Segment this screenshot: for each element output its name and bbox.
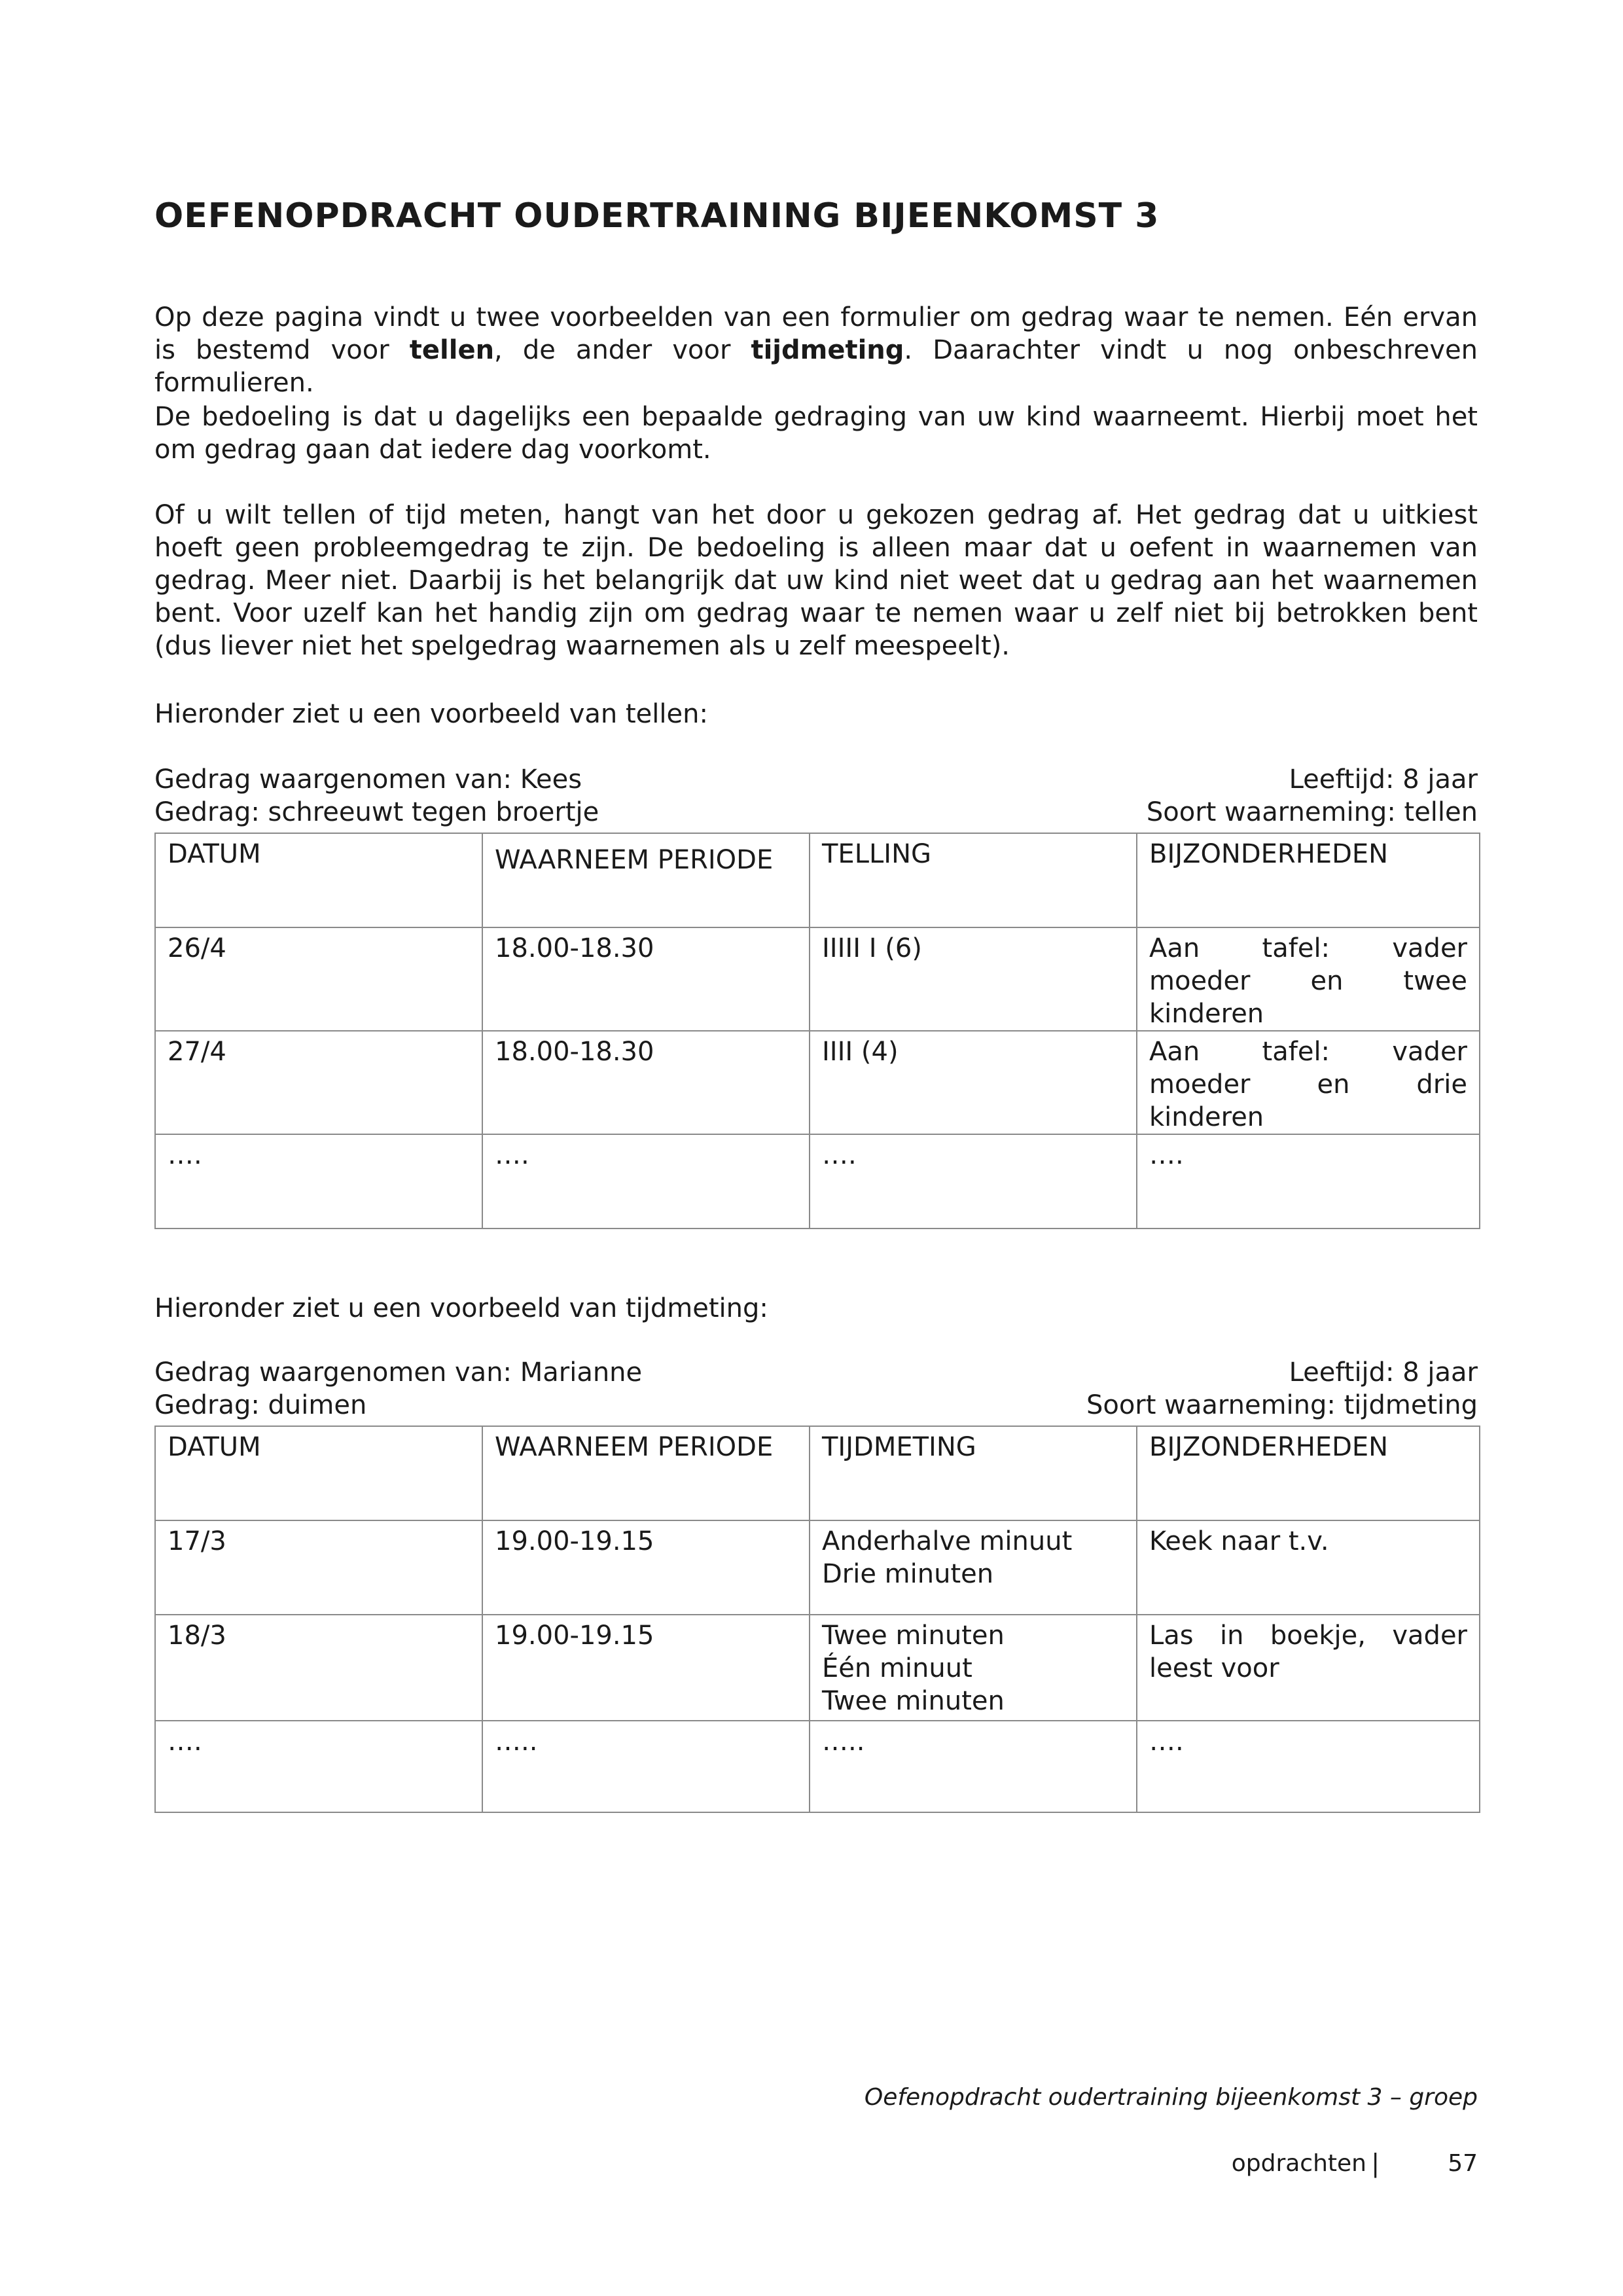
timing-table xyxy=(154,1426,1480,1813)
behavior-label: Gedrag: duimen xyxy=(154,1390,367,1420)
age-label: Leeftijd: 8 jaar xyxy=(1289,1357,1478,1388)
footer-running-title: Oefenopdracht oudertraining bijeenkomst 3 – groep xyxy=(864,2084,1478,2111)
intro-p1-text-b: , de ander voor xyxy=(494,335,751,365)
table-cell: …. xyxy=(155,1721,482,1812)
header-cell-period xyxy=(482,833,810,927)
table-cell: Keek naar t.v. xyxy=(1137,1520,1480,1615)
header-cell-count: TELLING xyxy=(810,833,1137,927)
counting-table xyxy=(154,833,1480,1229)
behavior-label: Gedrag: schreeuwt tegen broertje xyxy=(154,797,599,827)
table-cell: Aan tafel: vader moeder en twee kinderen xyxy=(1137,927,1480,1031)
page-title: OEFENOPDRACHT OUDERTRAINING BIJEENKOMST 3 xyxy=(154,196,1160,236)
table-cell: …. xyxy=(155,1134,482,1229)
table-cell: 17/3 xyxy=(155,1520,482,1615)
table-row xyxy=(155,1134,1480,1229)
table-header-row xyxy=(155,833,1480,927)
table-cell: 18.00-18.30 xyxy=(482,1031,810,1134)
intro-paragraph-3: Of u wilt tellen of tijd meten, hangt van het door u gekozen gedrag af. Het gedrag dat u uitkiest hoeft geen probleemgedrag te zijn. De bedoeling is alleen maar dat u oefent in waarnemen van gedrag. Meer niet. Daarbij is het belangrijk dat uw kind niet weet dat u gedrag aan het waarnemen bent. Voor uzelf kan het handig zijn om gedrag waar te nemen waar u zelf niet bij betrokken bent (dus liever niet het spelgedrag waarnemen als u zelf meespeelt). xyxy=(154,500,1478,661)
header-cell-details: BIJZONDERHEDEN xyxy=(1137,833,1480,927)
header-cell-details: BIJZONDERHEDEN xyxy=(1137,1426,1480,1520)
header-cell-timing: TIJDMETING xyxy=(810,1426,1137,1520)
example-timing-heading: Hieronder ziet u een voorbeeld van tijdmeting: xyxy=(154,1293,768,1323)
table-cell: 26/4 xyxy=(155,927,482,1031)
table-header-row xyxy=(155,1426,1480,1520)
table-cell: 19.00-19.15 xyxy=(482,1615,810,1721)
table-cell: Twee minuten Één minuut Twee minuten xyxy=(810,1615,1137,1721)
table-cell: ….. xyxy=(482,1721,810,1812)
header-cell-period: WAARNEEM PERIODE xyxy=(482,1426,810,1520)
example-timing-meta-row-1 xyxy=(154,1356,1478,1389)
footer-separator: | xyxy=(1371,2149,1380,2178)
observed-of-label: Gedrag waargenomen van: Marianne xyxy=(154,1357,643,1388)
header-cell-date: DATUM xyxy=(155,1426,482,1520)
header-cell-date: DATUM xyxy=(155,833,482,927)
intro-p1-text-a: Op deze pagina vindt u twee voorbeelden van een formulier om gedrag waar te nemen. Eén ervan is bestemd voor xyxy=(154,302,1478,365)
header-period-text: WAARNEEM PERIODE xyxy=(495,845,774,875)
intro-p1-bold-tijdmeting: tijdmeting xyxy=(751,335,904,365)
example-counting-meta-row-1 xyxy=(154,763,1478,796)
table-cell: Anderhalve minuut Drie minuten xyxy=(810,1520,1137,1615)
intro-p1-bold-tellen: tellen xyxy=(409,335,495,365)
age-label: Leeftijd: 8 jaar xyxy=(1289,764,1478,795)
table-cell: 19.00-19.15 xyxy=(482,1520,810,1615)
table-row xyxy=(155,1615,1480,1721)
table-cell: …. xyxy=(810,1134,1137,1229)
table-cell: 27/4 xyxy=(155,1031,482,1134)
intro-p1-text-c: . Daarachter vindt u nog onbeschreven formulieren. xyxy=(154,335,1478,398)
table-cell: Las in boekje, vader leest voor xyxy=(1137,1615,1480,1721)
observation-type-label: Soort waarneming: tellen xyxy=(1146,797,1478,827)
table-cell: IIII (4) xyxy=(810,1031,1137,1134)
observation-type-label: Soort waarneming: tijdmeting xyxy=(1086,1390,1478,1420)
table-row xyxy=(155,927,1480,1031)
intro-paragraph-1 xyxy=(154,301,1478,399)
example-counting-heading: Hieronder ziet u een voorbeeld van tellen: xyxy=(154,699,708,729)
table-cell: 18/3 xyxy=(155,1615,482,1721)
table-cell: …. xyxy=(1137,1134,1480,1229)
table-cell: Aan tafel: vader moeder en drie kinderen xyxy=(1137,1031,1480,1134)
example-timing-meta-row-2 xyxy=(154,1389,1478,1422)
table-cell: 18.00-18.30 xyxy=(482,927,810,1031)
table-row xyxy=(155,1031,1480,1134)
footer-section-label: opdrachten xyxy=(1231,2150,1366,2177)
observed-of-label: Gedrag waargenomen van: Kees xyxy=(154,764,582,795)
page-number: 57 xyxy=(1448,2150,1478,2177)
table-cell: ….. xyxy=(810,1721,1137,1812)
table-row xyxy=(155,1520,1480,1615)
table-cell: IIIII I (6) xyxy=(810,927,1137,1031)
table-row xyxy=(155,1721,1480,1812)
intro-paragraph-2: De bedoeling is dat u dagelijks een bepaalde gedraging van uw kind waarneemt. Hierbij moet het om gedrag gaan dat iedere dag voorkomt. xyxy=(154,402,1478,465)
table-cell: …. xyxy=(482,1134,810,1229)
table-cell: …. xyxy=(1137,1721,1480,1812)
example-counting-meta-row-2 xyxy=(154,796,1478,829)
